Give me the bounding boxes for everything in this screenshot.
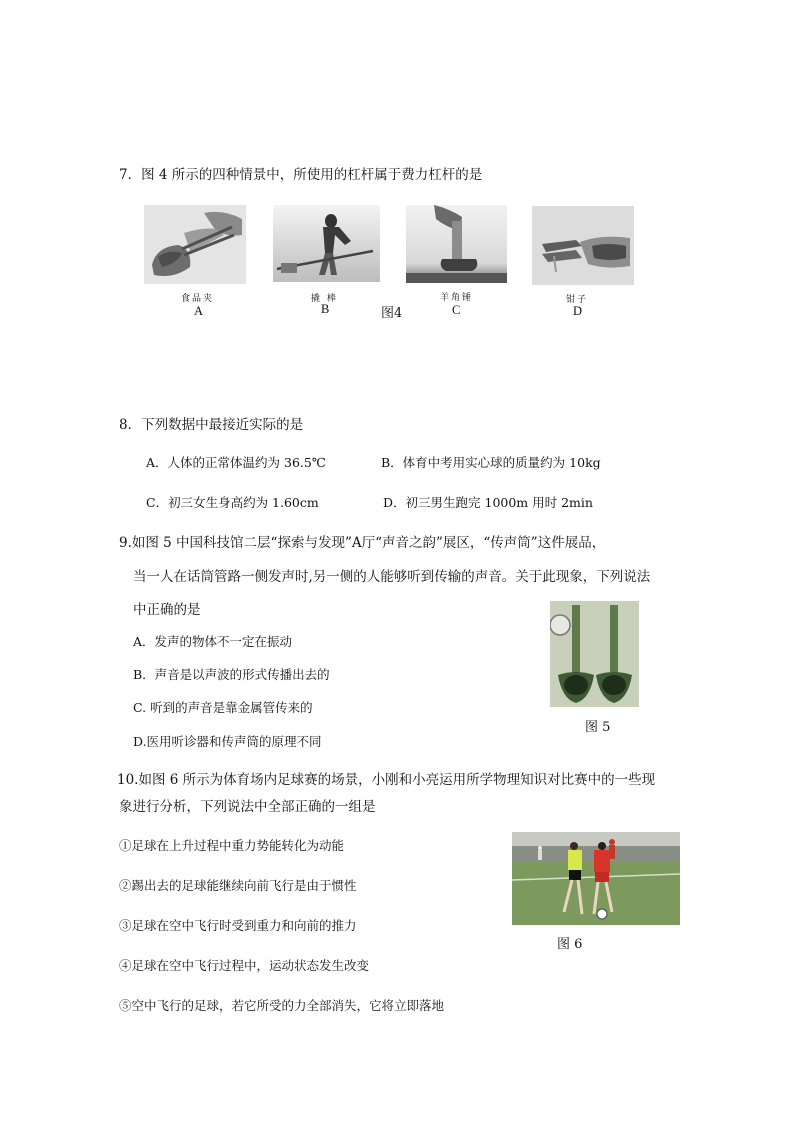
- q10-stem-line-1: 10.如图 6 所示为体育场内足球赛的场景，小刚和小亮运用所学物理知识对比赛中的一些现: [117, 772, 656, 788]
- q9-option-b: B．声音是以声波的形式传播出去的: [133, 667, 330, 682]
- q10-statement-4: ④足球在空中飞行过程中，运动状态发生改变: [119, 958, 370, 973]
- q10-stem-line-2: 象进行分析，下列说法中全部正确的一组是: [119, 799, 376, 815]
- q10-statement-2: ②踢出去的足球能继续向前飞行是由于惯性: [119, 878, 357, 893]
- photo-sound-tube-exhibit: [550, 601, 639, 707]
- letter-d: D: [573, 304, 583, 318]
- letter-a: A: [194, 304, 204, 318]
- q9-stem-line-2: 当一人在话筒管路一侧发声时,另一侧的人能够听到传输的声音。关于此现象，下列说法: [133, 569, 651, 585]
- q7-stem: 7．图 4 所示的四种情景中，所使用的杠杆属于费力杠杆的是: [119, 167, 483, 183]
- q8-stem: 8．下列数据中最接近实际的是: [119, 417, 304, 433]
- q8-option-d: D．初三男生跑完 1000m 用时 2min: [383, 495, 593, 510]
- q9-stem-line-3: 中正确的是: [133, 602, 201, 618]
- letter-c: C: [452, 303, 461, 317]
- figure-6-label: 图 6: [557, 937, 583, 952]
- q8-option-a: A．人体的正常体温约为 36.5℃: [146, 455, 326, 470]
- caption-b: 撬 棒: [311, 294, 338, 304]
- letter-b: B: [321, 302, 330, 316]
- q8-option-b: B．体育中考用实心球的质量约为 10kg: [381, 455, 601, 470]
- q9-option-c: C. 听到的声音是靠金属管传来的: [133, 700, 313, 715]
- photo-football-match: [512, 832, 680, 925]
- photo-pliers: [532, 206, 634, 285]
- q9-stem-line-1: 9.如图 5 中国科技馆二层“探索与发现”A厅“声音之韵”展区，“传声筒”这件展品，: [119, 535, 606, 551]
- q9-option-a: A．发声的物体不一定在振动: [133, 634, 293, 649]
- caption-a: 食品夹: [181, 294, 215, 304]
- q9-option-d: D.医用听诊器和传声筒的原理不同: [133, 734, 322, 749]
- figure-4-label: 图4: [381, 306, 403, 321]
- q10-statement-5: ⑤空中飞行的足球，若它所受的力全部消失，它将立即落地: [119, 998, 445, 1013]
- photo-crowbar: [273, 205, 380, 282]
- caption-c: 羊角锤: [440, 293, 474, 303]
- q10-statement-1: ①足球在上升过程中重力势能转化为动能: [119, 838, 345, 853]
- caption-d: 钳子: [566, 295, 589, 305]
- photo-claw-hammer: [406, 205, 507, 283]
- photo-food-tongs: [144, 205, 246, 284]
- figure-5-label: 图 5: [585, 720, 611, 735]
- q10-statement-3: ③足球在空中飞行时受到重力和向前的推力: [119, 918, 357, 933]
- q8-option-c: C．初三女生身高约为 1.60cm: [146, 495, 319, 510]
